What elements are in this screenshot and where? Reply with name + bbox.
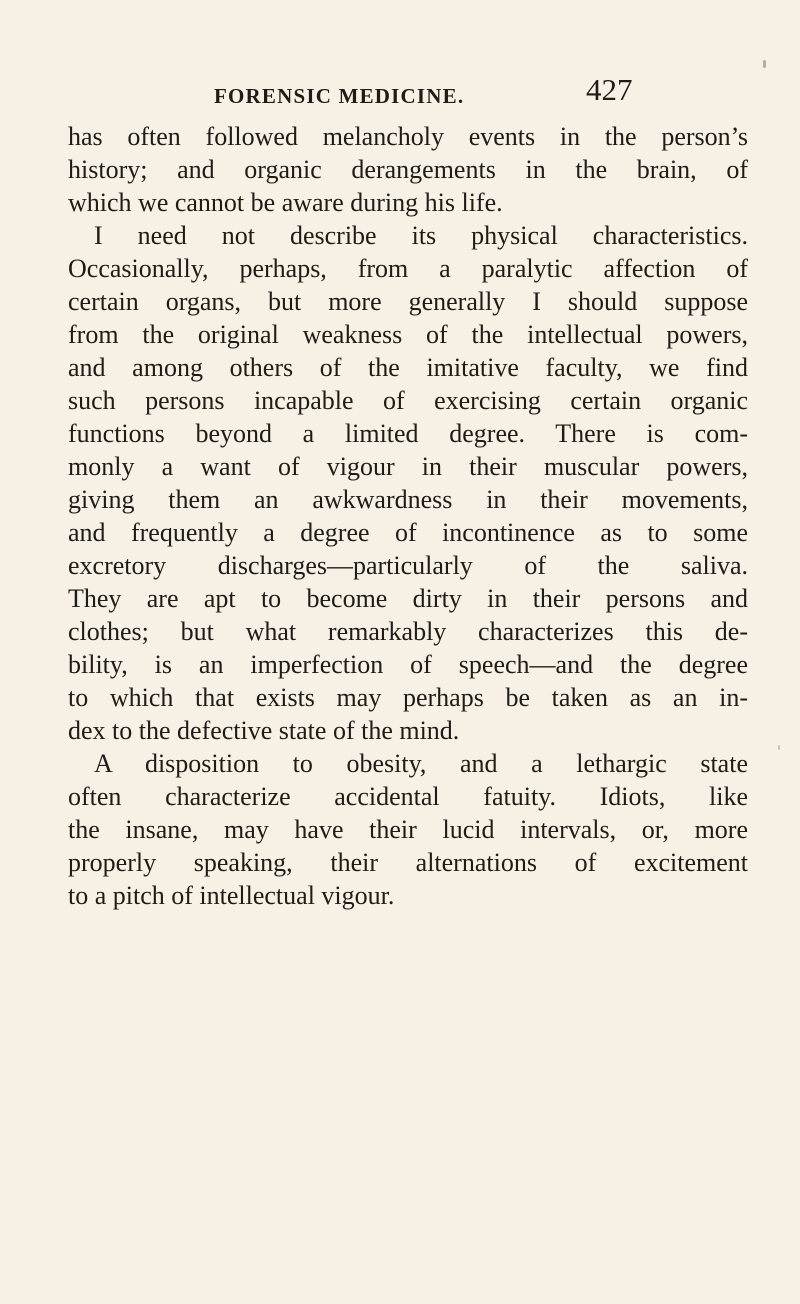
text-line: and frequently a degree of incontinence as to some [68, 518, 748, 547]
text-line: often characterize accidental fatuity. Idiots, like [68, 782, 748, 811]
text-line: excretory discharges—particularly of the saliva. [68, 551, 748, 580]
text-line: to which that exists may perhaps be taken as an in- [68, 683, 748, 712]
running-title: FORENSIC MEDICINE. [214, 84, 465, 108]
text-line: bility, is an imperfection of speech—and the degree [68, 650, 748, 679]
text-line: and among others of the imitative faculty, we find [68, 353, 748, 382]
text-line: from the original weakness of the intellectual powers, [68, 320, 748, 349]
text-line: such persons incapable of exercising certain organic [68, 386, 748, 415]
text-line: monly a want of vigour in their muscular powers, [68, 452, 748, 481]
text-line: the insane, may have their lucid intervals, or, more [68, 815, 748, 844]
text-line: I need not describe its physical characteristics. [94, 221, 748, 250]
text-line: properly speaking, their alternations of excitement [68, 848, 748, 877]
text-line: to a pitch of intellectual vigour. [68, 881, 395, 910]
text-line: functions beyond a limited degree. There is com- [68, 419, 748, 448]
text-line: They are apt to become dirty in their persons and [68, 584, 748, 613]
text-line: which we cannot be aware during his life. [68, 188, 503, 217]
paper-speck [778, 745, 780, 750]
text-line: dex to the defective state of the mind. [68, 716, 460, 745]
text-line: Occasionally, perhaps, from a paralytic affection of [68, 254, 748, 283]
text-line: clothes; but what remarkably characterizes this de- [68, 617, 748, 646]
text-line: certain organs, but more generally I should suppose [68, 287, 748, 316]
body-text [68, 120, 748, 912]
running-head [0, 72, 800, 112]
text-line: giving them an awkwardness in their movements, [68, 485, 748, 514]
paper-speck [763, 60, 766, 68]
text-line: A disposition to obesity, and a lethargic state [94, 749, 748, 778]
text-line: has often followed melancholy events in the person’s [68, 122, 748, 151]
page-number: 427 [586, 72, 633, 107]
text-line: history; and organic derangements in the brain, of [68, 155, 748, 184]
